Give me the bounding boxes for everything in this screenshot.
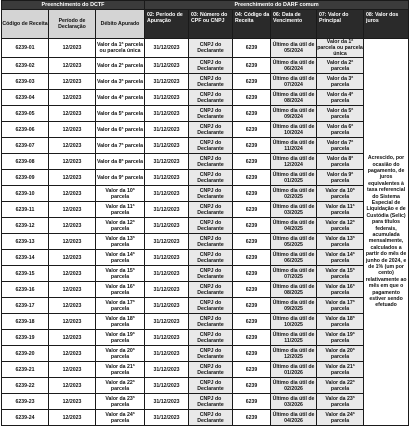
principal-cell: Valor da 11ª parcela: [317, 202, 364, 218]
table-row: [2, 410, 409, 426]
periodo-cell: 12/2023: [49, 106, 96, 122]
debito-cell: Valor da 19ª parcela: [96, 330, 145, 346]
receita-cell: 6239: [233, 394, 271, 410]
periodo-cell: 12/2023: [49, 218, 96, 234]
debito-cell: Valor da 23ª parcela: [96, 394, 145, 410]
codigo-cell: 6239-08: [2, 154, 49, 170]
debito-cell: Valor da 1ª parcela ou parcela única: [96, 39, 145, 58]
cnpj-cell: CNPJ do Declarante: [189, 90, 233, 106]
vencimento-cell: Último dia útil de 12/2025: [271, 346, 317, 362]
debito-cell: Valor da 14ª parcela: [96, 250, 145, 266]
debito-cell: Valor da 12ª parcela: [96, 218, 145, 234]
juros-cell: Acrescido, por ocasião do pagamento, de juros equivalentes à taxa referencial do Sistema Especial de Liquidação e de Custódia (Selic) para títulos federais, acumulada mensalmente, calculados a partir do mês de junho de 2024, e de 1% (um por cento) relativamente ao mês em que o pagamento estiver sendo efetuado: [364, 39, 409, 426]
receita-cell: 6239: [233, 122, 271, 138]
receita-cell: 6239: [233, 154, 271, 170]
principal-cell: Valor da 17ª parcela: [317, 298, 364, 314]
table-row: [2, 138, 409, 154]
vencimento-cell: Último dia útil de 12/2024: [271, 154, 317, 170]
receita-cell: 6239: [233, 250, 271, 266]
apuracao-cell: 31/12/2023: [145, 106, 189, 122]
apuracao-cell: 31/12/2023: [145, 266, 189, 282]
principal-cell: Valor da 22ª parcela: [317, 378, 364, 394]
apuracao-cell: 31/12/2023: [145, 234, 189, 250]
table-row: [2, 39, 409, 58]
apuracao-cell: 31/12/2023: [145, 346, 189, 362]
cnpj-cell: CNPJ do Declarante: [189, 218, 233, 234]
periodo-cell: 12/2023: [49, 154, 96, 170]
vencimento-cell: Último dia útil de 05/2024: [271, 39, 317, 58]
col-header-valor-juros: 08: Valor dos juros: [364, 10, 409, 39]
dctf-group-header: Preenchimento do DCTF: [2, 1, 145, 10]
periodo-cell: 12/2023: [49, 122, 96, 138]
codigo-cell: 6239-10: [2, 186, 49, 202]
apuracao-cell: 31/12/2023: [145, 394, 189, 410]
table-row: [2, 122, 409, 138]
apuracao-cell: 31/12/2023: [145, 39, 189, 58]
periodo-cell: 12/2023: [49, 266, 96, 282]
cnpj-cell: CNPJ do Declarante: [189, 250, 233, 266]
cnpj-cell: CNPJ do Declarante: [189, 122, 233, 138]
periodo-cell: 12/2023: [49, 330, 96, 346]
debito-cell: Valor da 5ª parcela: [96, 106, 145, 122]
apuracao-cell: 31/12/2023: [145, 298, 189, 314]
cnpj-cell: CNPJ do Declarante: [189, 330, 233, 346]
cnpj-cell: CNPJ do Declarante: [189, 394, 233, 410]
principal-cell: Valor da 21ª parcela: [317, 362, 364, 378]
table-row: [2, 58, 409, 74]
debito-cell: Valor da 3ª parcela: [96, 74, 145, 90]
table-row: [2, 298, 409, 314]
debito-cell: Valor da 15ª parcela: [96, 266, 145, 282]
debito-cell: Valor da 21ª parcela: [96, 362, 145, 378]
receita-cell: 6239: [233, 186, 271, 202]
principal-cell: Valor da 24ª parcela: [317, 410, 364, 426]
apuracao-cell: 31/12/2023: [145, 58, 189, 74]
vencimento-cell: Último dia útil de 01/2025: [271, 170, 317, 186]
cnpj-cell: CNPJ do Declarante: [189, 266, 233, 282]
cnpj-cell: CNPJ do Declarante: [189, 314, 233, 330]
apuracao-cell: 31/12/2023: [145, 218, 189, 234]
darf-group-header: Preenchimento do DARF comum: [145, 1, 409, 10]
codigo-cell: 6239-24: [2, 410, 49, 426]
table-row: [2, 154, 409, 170]
vencimento-cell: Último dia útil de 03/2025: [271, 202, 317, 218]
apuracao-cell: 31/12/2023: [145, 282, 189, 298]
apuracao-cell: 31/12/2023: [145, 330, 189, 346]
periodo-cell: 12/2023: [49, 410, 96, 426]
debito-cell: Valor da 11ª parcela: [96, 202, 145, 218]
principal-cell: Valor da 19ª parcela: [317, 330, 364, 346]
periodo-cell: 12/2023: [49, 362, 96, 378]
codigo-cell: 6239-03: [2, 74, 49, 90]
apuracao-cell: 31/12/2023: [145, 154, 189, 170]
vencimento-cell: Último dia útil de 08/2024: [271, 90, 317, 106]
codigo-cell: 6239-15: [2, 266, 49, 282]
table-row: [2, 394, 409, 410]
principal-cell: Valor da 2ª parcela: [317, 58, 364, 74]
periodo-cell: 12/2023: [49, 282, 96, 298]
apuracao-cell: 31/12/2023: [145, 362, 189, 378]
principal-cell: Valor da 5ª parcela: [317, 106, 364, 122]
principal-cell: Valor da 1ª parcela ou parcela única: [317, 39, 363, 57]
vencimento-cell: Último dia útil de 09/2024: [271, 106, 317, 122]
col-header-periodo-apuracao: 02: Período de Apuração: [145, 10, 189, 39]
principal-cell: Valor da 13ª parcela: [317, 234, 364, 250]
debito-cell: Valor da 7ª parcela: [96, 138, 145, 154]
table-row: [2, 90, 409, 106]
receita-cell: 6239: [233, 90, 271, 106]
receita-cell: 6239: [233, 58, 271, 74]
codigo-cell: 6239-17: [2, 298, 49, 314]
receita-cell: 6239: [233, 298, 271, 314]
table-row: [2, 250, 409, 266]
receita-cell: 6239: [233, 362, 271, 378]
codigo-cell: 6239-20: [2, 346, 49, 362]
debito-cell: Valor da 18ª parcela: [96, 314, 145, 330]
vencimento-cell: Último dia útil de 07/2024: [271, 74, 317, 90]
debito-cell: Valor da 17ª parcela: [96, 298, 145, 314]
codigo-cell: 6239-11: [2, 202, 49, 218]
principal-cell: Valor da 3ª parcela: [317, 74, 364, 90]
table-row: [2, 266, 409, 282]
cnpj-cell: CNPJ do Declarante: [189, 378, 233, 394]
codigo-cell: 6239-12: [2, 218, 49, 234]
table-row: [2, 234, 409, 250]
cnpj-cell: CNPJ do Declarante: [189, 154, 233, 170]
codigo-cell: 6239-02: [2, 58, 49, 74]
cnpj-cell: CNPJ do Declarante: [189, 138, 233, 154]
debito-cell: Valor da 22ª parcela: [96, 378, 145, 394]
codigo-cell: 6239-05: [2, 106, 49, 122]
principal-cell: Valor da 15ª parcela: [317, 266, 364, 282]
vencimento-cell: Último dia útil de 06/2024: [271, 58, 317, 74]
receita-cell: 6239: [233, 74, 271, 90]
table-row: [2, 330, 409, 346]
apuracao-cell: 31/12/2023: [145, 170, 189, 186]
vencimento-cell: Último dia útil de 09/2025: [271, 298, 317, 314]
receita-cell: 6239: [233, 202, 271, 218]
receita-cell: 6239: [233, 218, 271, 234]
col-header-periodo-declaracao: Período de Declaração: [49, 10, 96, 39]
principal-cell: Valor da 16ª parcela: [317, 282, 364, 298]
codigo-cell: 6239-19: [2, 330, 49, 346]
debito-cell: Valor da 9ª parcela: [96, 170, 145, 186]
cnpj-cell: CNPJ do Declarante: [189, 58, 233, 74]
codigo-cell: 6239-23: [2, 394, 49, 410]
periodo-cell: 12/2023: [49, 234, 96, 250]
debito-cell: Valor da 2ª parcela: [96, 58, 145, 74]
principal-cell: Valor da 10ª parcela: [317, 186, 364, 202]
debito-cell: Valor da 6ª parcela: [96, 122, 145, 138]
principal-cell: Valor da 8ª parcela: [317, 154, 364, 170]
codigo-cell: 6239-22: [2, 378, 49, 394]
cnpj-cell: CNPJ do Declarante: [189, 39, 233, 58]
cnpj-cell: CNPJ do Declarante: [189, 202, 233, 218]
apuracao-cell: 31/12/2023: [145, 90, 189, 106]
col-header-codigo-da-receita: 04: Código da Receita: [233, 10, 271, 39]
periodo-cell: 12/2023: [49, 138, 96, 154]
vencimento-cell: Último dia útil de 01/2026: [271, 362, 317, 378]
table-row: [2, 314, 409, 330]
receita-cell: 6239: [233, 314, 271, 330]
cnpj-cell: CNPJ do Declarante: [189, 362, 233, 378]
col-header-codigo-receita: Código de Receita: [2, 10, 49, 39]
receita-cell: 6239: [233, 106, 271, 122]
installments-table: [1, 0, 409, 426]
periodo-cell: 12/2023: [49, 378, 96, 394]
principal-cell: Valor da 9ª parcela: [317, 170, 364, 186]
vencimento-cell: Último dia útil de 11/2025: [271, 330, 317, 346]
periodo-cell: 12/2023: [49, 250, 96, 266]
debito-cell: Valor da 16ª parcela: [96, 282, 145, 298]
apuracao-cell: 31/12/2023: [145, 410, 189, 426]
cnpj-cell: CNPJ do Declarante: [189, 170, 233, 186]
receita-cell: 6239: [233, 410, 271, 426]
receita-cell: 6239: [233, 39, 271, 58]
apuracao-cell: 31/12/2023: [145, 378, 189, 394]
table-row: [2, 106, 409, 122]
apuracao-cell: 31/12/2023: [145, 314, 189, 330]
apuracao-cell: 31/12/2023: [145, 202, 189, 218]
receita-cell: 6239: [233, 330, 271, 346]
principal-cell: Valor da 12ª parcela: [317, 218, 364, 234]
periodo-cell: 12/2023: [49, 298, 96, 314]
periodo-cell: 12/2023: [49, 58, 96, 74]
cnpj-cell: CNPJ do Declarante: [189, 74, 233, 90]
cnpj-cell: CNPJ do Declarante: [189, 346, 233, 362]
cnpj-cell: CNPJ do Declarante: [189, 410, 233, 426]
receita-cell: 6239: [233, 138, 271, 154]
apuracao-cell: 31/12/2023: [145, 186, 189, 202]
table-row: [2, 186, 409, 202]
principal-cell: Valor da 14ª parcela: [317, 250, 364, 266]
periodo-cell: 12/2023: [49, 186, 96, 202]
receita-cell: 6239: [233, 282, 271, 298]
periodo-cell: 12/2023: [49, 170, 96, 186]
vencimento-cell: Último dia útil de 06/2025: [271, 250, 317, 266]
table-row: [2, 218, 409, 234]
principal-cell: Valor da 20ª parcela: [317, 346, 364, 362]
periodo-cell: 12/2023: [49, 394, 96, 410]
principal-cell: Valor da 7ª parcela: [317, 138, 364, 154]
codigo-cell: 6239-14: [2, 250, 49, 266]
table-row: [2, 378, 409, 394]
periodo-cell: 12/2023: [49, 314, 96, 330]
apuracao-cell: 31/12/2023: [145, 138, 189, 154]
col-header-data-vencimento: 06: Data de Vencimento: [271, 10, 317, 39]
cnpj-cell: CNPJ do Declarante: [189, 186, 233, 202]
receita-cell: 6239: [233, 346, 271, 362]
col-header-valor-principal: 07: Valor do Principal: [317, 10, 364, 39]
debito-cell: Valor da 24ª parcela: [96, 410, 145, 426]
table-row: [2, 74, 409, 90]
periodo-cell: 12/2023: [49, 346, 96, 362]
principal-cell: Valor da 6ª parcela: [317, 122, 364, 138]
periodo-cell: 12/2023: [49, 90, 96, 106]
receita-cell: 6239: [233, 378, 271, 394]
debito-cell: Valor da 13ª parcela: [96, 234, 145, 250]
vencimento-cell: Último dia útil de 07/2025: [271, 266, 317, 282]
apuracao-cell: 31/12/2023: [145, 122, 189, 138]
debito-cell: Valor da 10ª parcela: [96, 186, 145, 202]
apuracao-cell: 31/12/2023: [145, 250, 189, 266]
periodo-cell: 12/2023: [49, 202, 96, 218]
table-row: [2, 346, 409, 362]
table-row: [2, 170, 409, 186]
vencimento-cell: Último dia útil de 02/2025: [271, 186, 317, 202]
table-row: [2, 362, 409, 378]
vencimento-cell: Último dia útil de 02/2026: [271, 378, 317, 394]
vencimento-cell: Último dia útil de 08/2025: [271, 282, 317, 298]
table-body: [2, 39, 409, 426]
vencimento-cell: Último dia útil de 10/2024: [271, 122, 317, 138]
vencimento-cell: Último dia útil de 04/2025: [271, 218, 317, 234]
cnpj-cell: CNPJ do Declarante: [189, 234, 233, 250]
apuracao-cell: 31/12/2023: [145, 74, 189, 90]
principal-cell: Valor da 18ª parcela: [317, 314, 364, 330]
principal-cell: Valor da 4ª parcela: [317, 90, 364, 106]
vencimento-cell: Último dia útil de 05/2025: [271, 234, 317, 250]
codigo-cell: 6239-07: [2, 138, 49, 154]
codigo-cell: 6239-04: [2, 90, 49, 106]
codigo-cell: 6239-13: [2, 234, 49, 250]
debito-cell: Valor da 8ª parcela: [96, 154, 145, 170]
table-row: [2, 202, 409, 218]
debito-cell: Valor da 20ª parcela: [96, 346, 145, 362]
periodo-cell: 12/2023: [49, 39, 96, 58]
table-row: [2, 282, 409, 298]
vencimento-cell: Último dia útil de 10/2025: [271, 314, 317, 330]
cnpj-cell: CNPJ do Declarante: [189, 106, 233, 122]
periodo-cell: 12/2023: [49, 74, 96, 90]
codigo-cell: 6239-16: [2, 282, 49, 298]
principal-cell: Valor da 23ª parcela: [317, 394, 364, 410]
vencimento-cell: Último dia útil de 04/2026: [271, 410, 317, 426]
debito-cell: Valor da 4ª parcela: [96, 90, 145, 106]
codigo-cell: 6239-01: [2, 39, 49, 58]
codigo-cell: 6239-21: [2, 362, 49, 378]
col-header-debito-apurado: Débito Apurado: [96, 10, 145, 39]
codigo-cell: 6239-09: [2, 170, 49, 186]
codigo-cell: 6239-06: [2, 122, 49, 138]
vencimento-cell: Último dia útil de 03/2026: [271, 394, 317, 410]
receita-cell: 6239: [233, 266, 271, 282]
cnpj-cell: CNPJ do Declarante: [189, 282, 233, 298]
cnpj-cell: CNPJ do Declarante: [189, 298, 233, 314]
codigo-cell: 6239-18: [2, 314, 49, 330]
vencimento-cell: Último dia útil de 11/2024: [271, 138, 317, 154]
col-header-cpf-cnpj: 03: Número do CPF ou CNPJ: [189, 10, 233, 39]
receita-cell: 6239: [233, 234, 271, 250]
receita-cell: 6239: [233, 170, 271, 186]
